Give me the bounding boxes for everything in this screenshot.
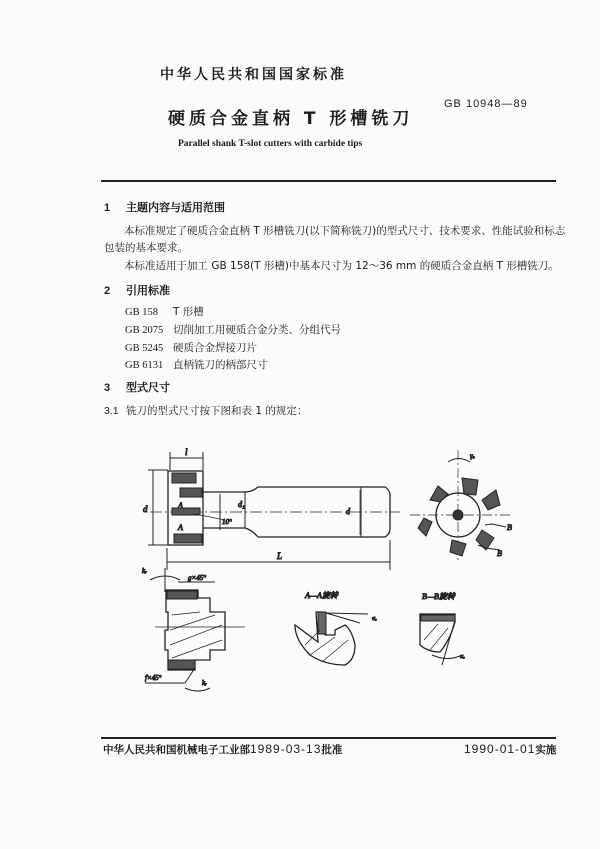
document-title-english: Parallel shank T-slot cutters with carbide tips — [178, 139, 363, 149]
reference-name: 直柄铣刀的柄部尺寸 — [173, 359, 268, 371]
section-number: 2 — [104, 285, 111, 297]
section-number: 3 — [104, 382, 111, 394]
label-kr-bottom: kᵣ — [202, 679, 207, 687]
label-d: d — [143, 504, 148, 514]
label-L: L — [277, 551, 283, 561]
label-A-top: A — [178, 501, 183, 510]
label-alpha-bb: αₒ — [460, 654, 465, 660]
footer-divider — [101, 737, 556, 739]
issuing-authority: 中华人民共和国国家标准 — [160, 67, 347, 83]
label-alpha-aa: αₒ — [372, 616, 377, 622]
section-title: 型式尺寸 — [126, 381, 170, 394]
cutter-profile-section — [142, 567, 245, 691]
section-aa-title: A—A旋转 — [305, 591, 338, 600]
label-g45: g×45° — [188, 574, 207, 582]
section-1-paragraph-2: 本标准适用于加工 GB 158(T 形槽)中基本尺寸为 12～36 mm 的硬质合金直柄 T 形槽铣刀。 — [124, 260, 559, 272]
issuer: 中华人民共和国机械电子工业部 — [103, 744, 250, 756]
clause-text: 铣刀的型式尺寸按下图和表 1 的规定： — [126, 405, 308, 417]
approve-date: 1989-03-13 — [250, 742, 322, 756]
section-1-paragraph-1: 本标准规定了硬质合金直柄 T 形槽铣刀(以下简称铣刀)的型式尺寸、技术要求、性能试验和标志 — [124, 225, 566, 237]
document-title: 硬质合金直柄 T 形槽铣刀 — [168, 109, 414, 129]
reference-code: GB 158 — [125, 307, 158, 318]
approval-line — [103, 742, 342, 757]
effective-line — [464, 742, 556, 757]
effective-label: 实施 — [535, 744, 557, 756]
label-shank-d: d — [346, 507, 350, 516]
cutter-side-view — [143, 447, 400, 570]
label-kr-top: kᵣ — [142, 567, 147, 575]
label-d1: d₁ — [238, 500, 245, 509]
reference-name: T 形槽 — [173, 306, 204, 318]
approve-label: 批准 — [321, 744, 343, 756]
section-a-a-view — [295, 591, 377, 665]
section-bb-title: B—B旋转 — [422, 592, 455, 601]
reference-name: 切削加工用硬质合金分类、分组代号 — [173, 324, 341, 336]
section-number: 1 — [104, 202, 111, 214]
reference-name: 硬质合金焊接刀片 — [173, 342, 257, 354]
reference-code: GB 6131 — [125, 360, 164, 371]
label-f45: f×45° — [145, 674, 162, 682]
section-1-paragraph-1-cont: 包装的基本要求。 — [104, 242, 188, 254]
section-title: 引用标准 — [126, 284, 170, 297]
label-B-bottom: B — [497, 549, 502, 558]
reference-code: GB 2075 — [125, 325, 164, 336]
label-l: l — [185, 447, 188, 457]
effective-date: 1990-01-01 — [464, 742, 536, 756]
label-gamma: γₒ — [470, 452, 475, 460]
section-b-b-view — [420, 592, 465, 665]
standard-code: GB 10948—89 — [444, 98, 528, 110]
label-angle: 10° — [222, 518, 232, 526]
clause-number: 3.1 — [104, 405, 119, 417]
section-title: 主题内容与适用范围 — [126, 201, 225, 214]
cutter-end-view — [410, 450, 512, 560]
reference-code: GB 5245 — [125, 343, 164, 354]
label-B-top: B — [507, 523, 512, 532]
label-A-bottom: A — [178, 523, 183, 532]
